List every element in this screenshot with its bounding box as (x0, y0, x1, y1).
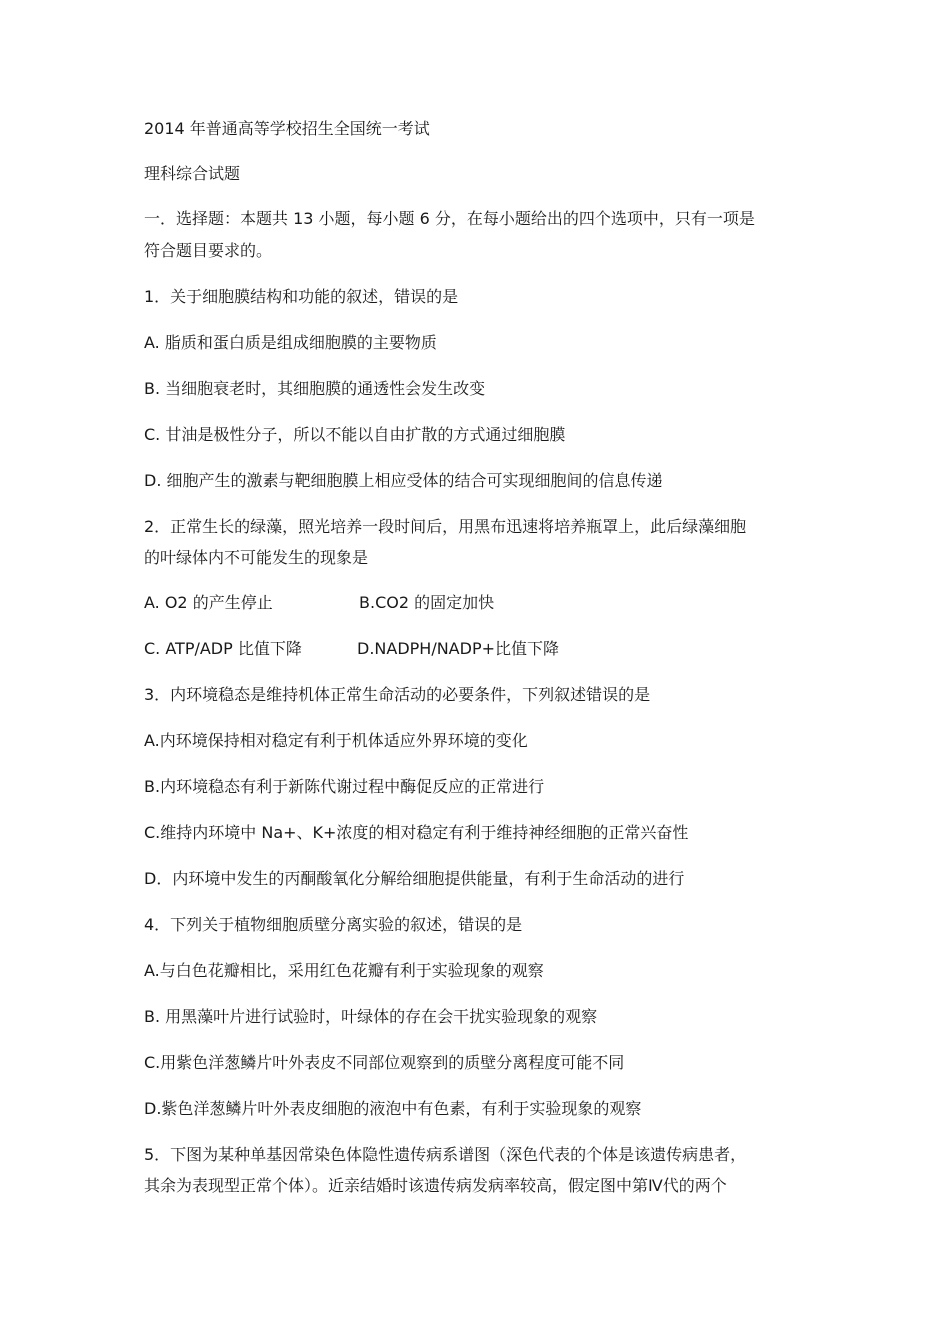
question-3-option-c: C.维持内环境中 Na+、K+浓度的相对稳定有利于维持神经细胞的正常兴奋性 (144, 823, 689, 842)
question-1-option-b: B. 当细胞衰老时，其细胞膜的通透性会发生改变 (144, 379, 486, 398)
question-4-option-b: B. 用黑藻叶片进行试验时，叶绿体的存在会干扰实验现象的观察 (144, 1007, 598, 1026)
question-5-stem-line2: 其余为表现型正常个体）。近亲结婚时该遗传病发病率较高，假定图中第Ⅳ代的两个 (144, 1176, 727, 1195)
question-5-stem-line1: 5．下图为某种单基因常染色体隐性遗传病系谱图（深色代表的个体是该遗传病患者， (144, 1145, 747, 1164)
question-2-option-d: D.NADPH/NADP+比值下降 (357, 639, 560, 658)
question-2-stem-line2: 的叶绿体内不可能发生的现象是 (144, 548, 369, 567)
exam-subtitle: 理科综合试题 (144, 164, 241, 183)
question-4-option-d: D.紫色洋葱鳞片叶外表皮细胞的液泡中有色素，有利于实验现象的观察 (144, 1099, 642, 1118)
question-1-option-a: A. 脂质和蛋白质是组成细胞膜的主要物质 (144, 333, 437, 352)
question-2-option-a: A. O2 的产生停止 (144, 593, 273, 612)
section-instructions-line1: 一．选择题：本题共 13 小题，每小题 6 分，在每小题给出的四个选项中，只有一项是 (144, 209, 755, 228)
question-4-stem: 4．下列关于植物细胞质壁分离实验的叙述，错误的是 (144, 915, 523, 934)
exam-title: 2014 年普通高等学校招生全国统一考试 (144, 119, 430, 138)
question-4-option-c: C.用紫色洋葱鳞片叶外表皮不同部位观察到的质壁分离程度可能不同 (144, 1053, 625, 1072)
question-4-option-a: A.与白色花瓣相比，采用红色花瓣有利于实验现象的观察 (144, 961, 544, 980)
question-3-option-d: D．内环境中发生的丙酮酸氧化分解给细胞提供能量，有利于生命活动的进行 (144, 869, 685, 888)
question-2-option-b: B.CO2 的固定加快 (359, 593, 495, 612)
question-2-option-c: C. ATP/ADP 比值下降 (144, 639, 302, 658)
question-1-option-d: D. 细胞产生的激素与靶细胞膜上相应受体的结合可实现细胞间的信息传递 (144, 471, 663, 490)
question-3-option-b: B.内环境稳态有利于新陈代谢过程中酶促反应的正常进行 (144, 777, 545, 796)
section-instructions-line2: 符合题目要求的。 (144, 241, 273, 260)
question-1-option-c: C. 甘油是极性分子，所以不能以自由扩散的方式通过细胞膜 (144, 425, 566, 444)
question-2-stem-line1: 2．正常生长的绿藻，照光培养一段时间后，用黑布迅速将培养瓶罩上，此后绿藻细胞 (144, 517, 747, 536)
question-1-stem: 1．关于细胞膜结构和功能的叙述，错误的是 (144, 287, 459, 306)
question-3-option-a: A.内环境保持相对稳定有利于机体适应外界环境的变化 (144, 731, 528, 750)
question-3-stem: 3．内环境稳态是维持机体正常生命活动的必要条件，下列叙述错误的是 (144, 685, 651, 704)
